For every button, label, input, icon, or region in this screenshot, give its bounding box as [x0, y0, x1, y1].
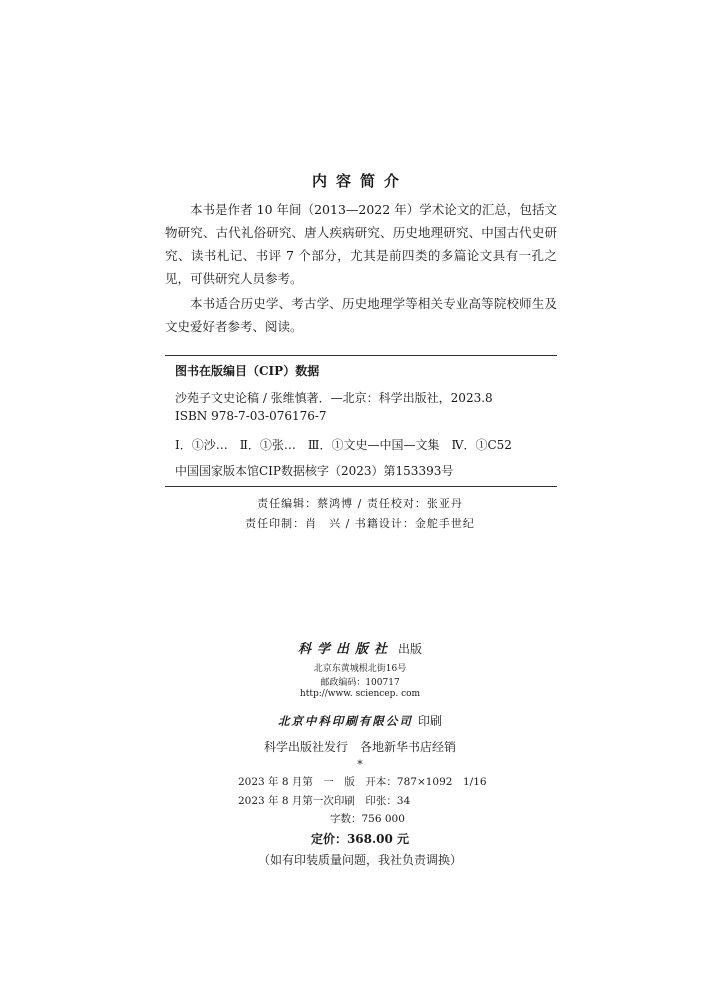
cip-classification-line: Ⅰ．①沙… Ⅱ．①张… Ⅲ．①文史—中国—文集 Ⅳ．①C52 [175, 438, 512, 452]
cip-isbn-line: ISBN 978-7-03-076176-7 [175, 409, 327, 423]
edition-line-2: 2023 年 8 月第一次印刷 印张：34 [238, 795, 411, 807]
publisher-block [0, 638, 720, 657]
cip-number-line: 中国国家版本馆CIP数据核字（2023）第153393号 [175, 464, 454, 478]
edition-word-count: 字数：756 000 [330, 813, 405, 825]
distribution-line: 科学出版社发行 各地新华书店经销 [263, 740, 456, 754]
separator-star: * [357, 758, 363, 771]
quality-notice: （如有印装质量问题，我社负责调换） [257, 853, 462, 867]
editors-line: 责任编辑：蔡鸿博 / 责任校对：张亚丹 [257, 497, 463, 510]
publisher-url: http://www. sciencep. com [299, 689, 421, 699]
cip-bottom-rule [165, 486, 557, 487]
publisher-name: 科学出版社 [297, 642, 393, 657]
publisher-address: 北京东黄城根北街16号 [313, 664, 407, 674]
production-line: 责任印制：肖 兴 / 书籍设计：金舵手世纪 [245, 517, 475, 530]
intro-title: 内容简介 [311, 172, 408, 190]
price: 定价：368.00 元 [310, 832, 410, 846]
cip-heading: 图书在版编目（CIP）数据 [175, 364, 320, 378]
cip-top-rule [165, 355, 557, 356]
intro-body [165, 198, 557, 338]
intro-paragraph-1: 本书是作者 10 年间（2013—2022 年）学术论文的汇总，包括文物研究、古代礼俗研究、唐人疾病研究、历史地理研究、中国古代史研究、读书札记、书评 7 个部分，尤其是前四类的多篇论文具有一孔之见，可供研究人员参考。 [165, 202, 557, 286]
edition-line-1: 2023 年 8 月第 一 版 开本：787×1092 1/16 [238, 776, 487, 788]
printer-block [0, 710, 720, 729]
printer-suffix: 印刷 [418, 714, 443, 728]
publisher-suffix: 出版 [398, 642, 423, 656]
intro-paragraph-2: 本书适合历史学、考古学、历史地理学等相关专业高等院校师生及文史爱好者参考、阅读。 [165, 296, 557, 334]
publisher-postcode: 邮政编码：100717 [320, 678, 400, 688]
cip-title-line: 沙苑子文史论稿 / 张维慎著．—北京：科学出版社，2023.8 [175, 391, 493, 405]
printer-name: 北京中科印刷有限公司 [277, 714, 413, 728]
